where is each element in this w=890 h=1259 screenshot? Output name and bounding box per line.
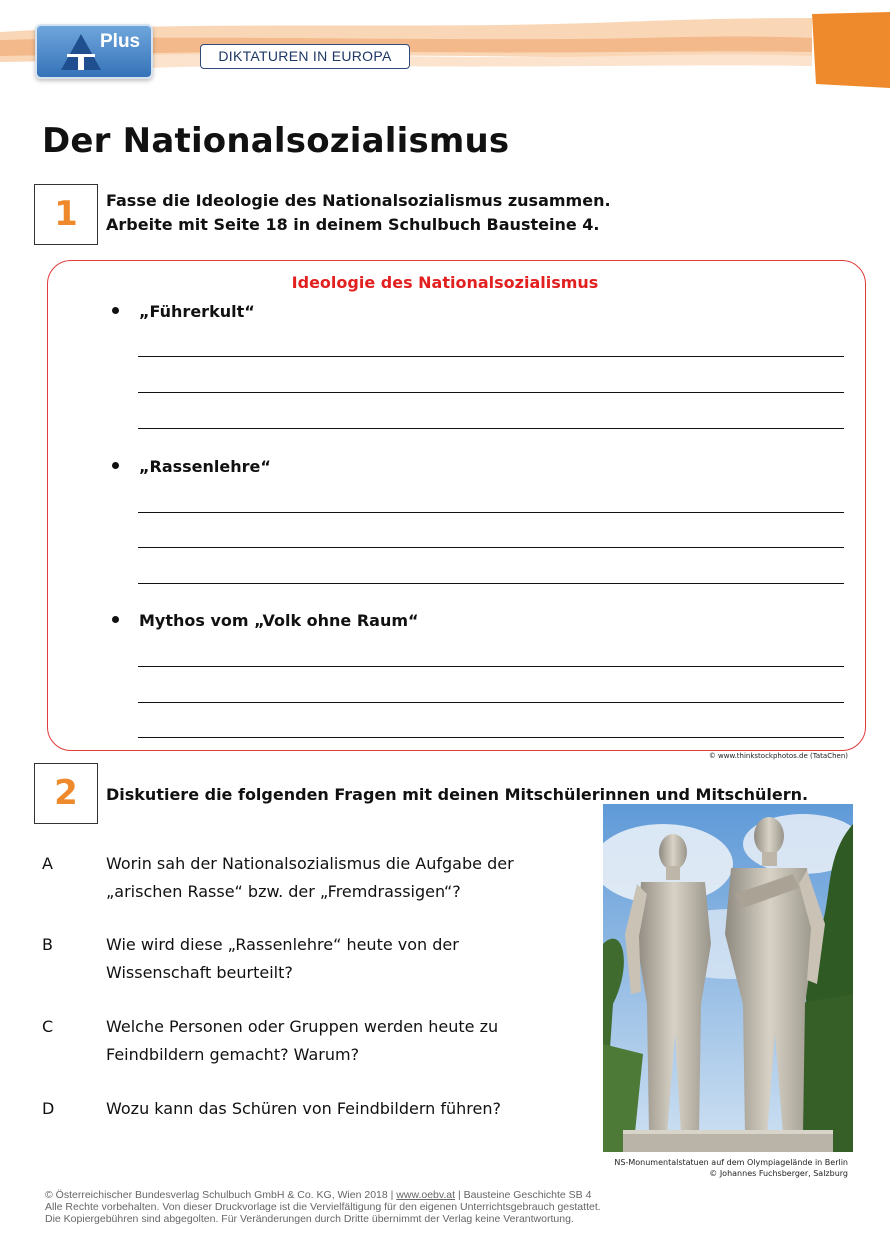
question-d (106, 1095, 501, 1123)
answer-line[interactable] (138, 428, 844, 429)
series-label: DIKTATUREN IN EUROPA (200, 44, 410, 69)
photo-caption: NS-Monumentalstatuen auf dem Olympiagelände in Berlin (614, 1158, 848, 1167)
bullet-dot-icon (112, 616, 119, 623)
answer-line[interactable] (138, 512, 844, 513)
page-title: Der Nationalsozialismus (42, 121, 510, 161)
task-2-number: 2 (34, 763, 98, 824)
bullet-label: „Rassenlehre“ (139, 457, 271, 476)
bullet-dot-icon (112, 307, 119, 314)
task-1-line-2: Arbeite mit Seite 18 in deinem Schulbuch Bausteine 4. (106, 215, 600, 234)
question-text-line: Welche Personen oder Gruppen werden heute zu (106, 1017, 499, 1036)
task-2-instruction: Diskutiere die folgenden Fragen mit deinen Mitschülerinnen und Mitschülern. (106, 785, 809, 804)
photo-credit: © Johannes Fuchsberger, Salzburg (709, 1169, 848, 1178)
task-1-instruction (106, 189, 611, 237)
publisher-logo (35, 24, 153, 79)
question-a (106, 850, 514, 906)
question-b (106, 931, 459, 987)
answer-line[interactable] (138, 702, 844, 703)
question-c (106, 1013, 498, 1069)
question-text-line: Wie wird diese „Rassenlehre“ heute von der (106, 935, 459, 954)
bullet-volk-ohne-raum (112, 611, 419, 630)
logo-text: Plus (100, 31, 141, 52)
statues-photo (603, 804, 853, 1152)
footer-rights: Alle Rechte vorbehalten. Von dieser Druckvorlage ist die Vervielfältigung für den eigenen Unterrichtsgebrauch gestattet. (45, 1201, 601, 1213)
task-1-line-1: Fasse die Ideologie des Nationalsozialismus zusammen. (106, 191, 611, 210)
question-text-line: Wozu kann das Schüren von Feindbildern führen? (106, 1099, 501, 1118)
answer-line[interactable] (138, 666, 844, 667)
task-1-number: 1 (34, 184, 98, 245)
bullet-label: „Führerkult“ (139, 302, 255, 321)
answer-line[interactable] (138, 392, 844, 393)
question-text-line: „arischen Rasse“ bzw. der „Fremdrassigen“? (106, 882, 461, 901)
footer-copyright (45, 1189, 591, 1201)
footer-fees: Die Kopiergebühren sind abgegolten. Für Veränderungen durch Dritte übernimmt der Verlag keine Verantwortung. (45, 1213, 574, 1225)
question-letter: B (42, 935, 53, 954)
footer-copyright-text: © Österreichischer Bundesverlag Schulbuch GmbH & Co. KG, Wien 2018 | (45, 1189, 394, 1201)
answer-line[interactable] (138, 737, 844, 738)
question-letter: A (42, 854, 53, 873)
question-text-line: Worin sah der Nationalsozialismus die Aufgabe der (106, 854, 514, 873)
bullet-fuehrerkult (112, 302, 255, 321)
question-letter: C (42, 1017, 54, 1036)
answer-line[interactable] (138, 547, 844, 548)
answer-line[interactable] (138, 356, 844, 357)
question-letter: D (42, 1099, 55, 1118)
image-credit-top: © www.thinkstockphotos.de (TataChen) (708, 752, 848, 760)
ideology-panel (47, 260, 866, 751)
panel-title: Ideologie des Nationalsozialismus (291, 273, 599, 292)
statues-image-icon (603, 804, 853, 1152)
bullet-label: Mythos vom „Volk ohne Raum“ (139, 611, 419, 630)
answer-line[interactable] (138, 583, 844, 584)
bullet-rassenlehre (112, 457, 271, 476)
footer-book-text: | Bausteine Geschichte SB 4 (457, 1189, 592, 1201)
question-text-line: Wissenschaft beurteilt? (106, 963, 293, 982)
publisher-link[interactable]: www.oebv.at (396, 1189, 456, 1201)
question-text-line: Feindbildern gemacht? Warum? (106, 1045, 360, 1064)
bullet-dot-icon (112, 462, 119, 469)
